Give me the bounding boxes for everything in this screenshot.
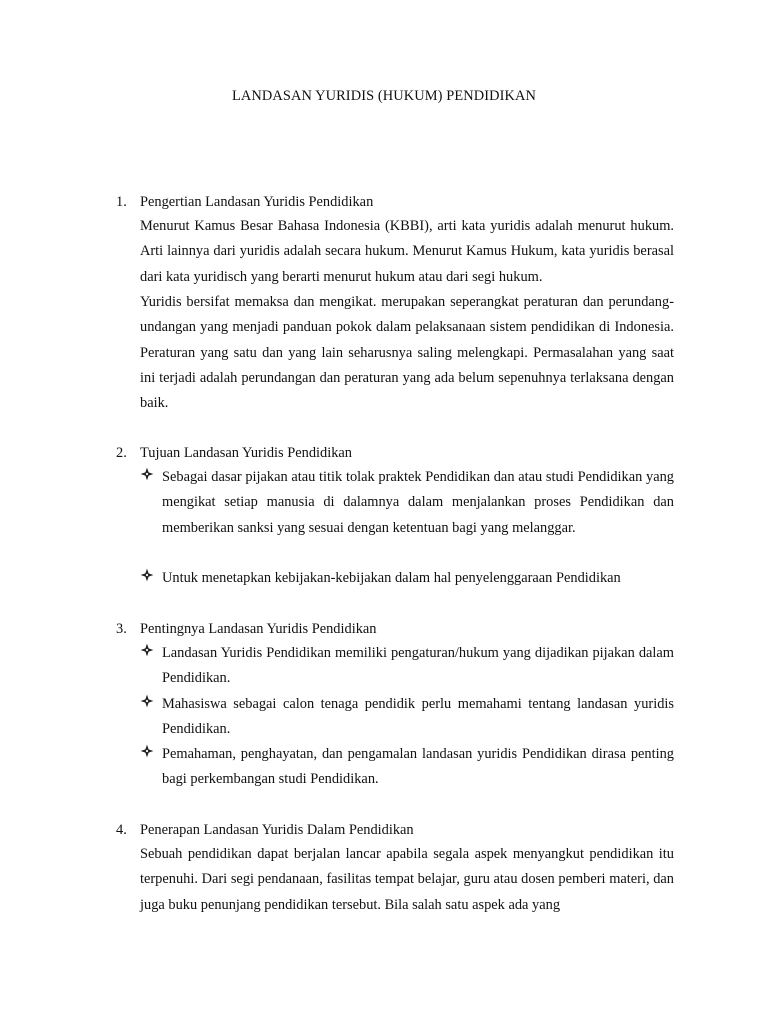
diamond-bullet-icon (140, 744, 154, 758)
section-heading: Pentingnya Landasan Yuridis Pendidikan (140, 621, 377, 637)
section-heading: Tujuan Landasan Yuridis Pendidikan (140, 445, 352, 461)
diamond-bullet-icon (140, 643, 154, 657)
diamond-bullet-icon (140, 694, 154, 708)
diamond-bullet-icon (140, 467, 154, 481)
section-number: 3. (116, 621, 127, 637)
paragraph: Menurut Kamus Besar Bahasa Indonesia (KBBI), arti kata yuridis adalah menurut hukum. Arti lainnya dari yuridis adalah secara hukum. Menurut Kamus Hukum, kata yuridis berasal dari kata yuridisch yang berarti menurut hukum atau dari segi hukum. (140, 218, 674, 285)
list-item-text: Pemahaman, penghayatan, dan pengamalan landasan yuridis Pendidikan dirasa penting bagi perkembangan studi Pendidikan. (162, 746, 674, 788)
section-number: 2. (116, 445, 127, 461)
section-number: 1. (116, 194, 127, 210)
list-item-text: Untuk menetapkan kebijakan-kebijakan dalam hal penyelenggaraan Pendidikan (162, 570, 621, 586)
diamond-bullet-icon (140, 568, 154, 582)
paragraph: Sebuah pendidikan dapat berjalan lancar apabila segala aspek menyangkut pendidikan itu terpenuhi. Dari segi pendanaan, fasilitas tempat belajar, guru atau dosen pemberi materi, dan juga buku penunjang pendidikan tersebut. Bila salah satu aspek ada yang (140, 846, 674, 913)
list-item-text: Mahasiswa sebagai calon tenaga pendidik perlu memahami tentang landasan yuridis Pendidikan. (162, 696, 674, 738)
list-item-text: Sebagai dasar pijakan atau titik tolak praktek Pendidikan dan atau studi Pendidikan yang mengikat setiap manusia di dalamnya dalam menjalankan proses Pendidikan dan memberikan sanksi yang sesuai dengan ketentuan bagi yang melanggar. (162, 469, 674, 536)
section-number: 4. (116, 822, 127, 838)
section-heading: Penerapan Landasan Yuridis Dalam Pendidikan (140, 822, 414, 838)
document-title: LANDASAN YURIDIS (HUKUM) PENDIDIKAN (232, 88, 536, 104)
paragraph: Yuridis bersifat memaksa dan mengikat. merupakan seperangkat peraturan dan perundang-undangan yang menjadi panduan pokok dalam pelaksanaan sistem pendidikan di Indonesia. Peraturan yang satu dan yang lain seharusnya saling melengkapi. Permasalahan yang saat ini terjadi adalah perundangan dan peraturan yang ada belum sepenuhnya terlaksana dengan baik. (140, 294, 674, 412)
section-heading: Pengertian Landasan Yuridis Pendidikan (140, 194, 374, 210)
list-item-text: Landasan Yuridis Pendidikan memiliki pengaturan/hukum yang dijadikan pijakan dalam Pendidikan. (162, 645, 674, 687)
